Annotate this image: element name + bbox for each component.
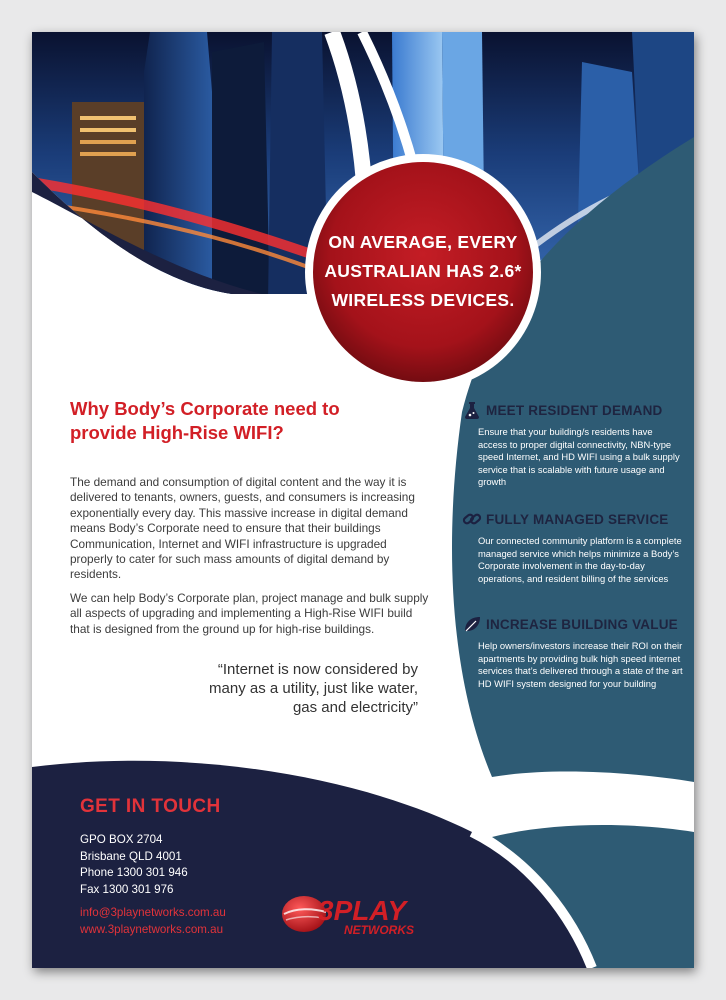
feature-text: Ensure that your building/s residents have access to proper digital connectivity, NBN-type speed Internet, and HD WIFI using a bulk supply service that is scalable with future usage and growth <box>478 426 680 488</box>
body-paragraph-2: We can help Body’s Corporate plan, project manage and bulk supply all aspects of upgrading and implementing a High-Rise WIFI build that is designed from the ground up for high-rise buildings. <box>70 590 429 636</box>
circle-line-2: AUSTRALIAN HAS 2.6* <box>324 261 522 281</box>
feature-text: Our connected community platform is a complete managed service which helps minimize a Body’s Corporate involvement in the day-to-day operations, and resident billing of the services <box>478 535 682 584</box>
website-link[interactable]: www.3playnetworks.com.au <box>80 922 224 936</box>
feature-fully-managed-service <box>462 509 684 585</box>
feature-increase-building-value <box>462 614 684 690</box>
circle-statement <box>319 228 527 315</box>
get-in-touch-title: GET IN TOUCH <box>80 796 221 817</box>
feature-title: INCREASE BUILDING VALUE <box>486 616 678 632</box>
circle-line-3: WIRELESS DEVICES. <box>331 290 515 310</box>
body-copy <box>70 475 430 645</box>
circle-line-1: ON AVERAGE, EVERY <box>328 232 518 252</box>
contact-address <box>80 832 188 898</box>
logo-main-text: 3PLAY <box>318 895 407 926</box>
feature-title-row <box>462 400 684 420</box>
chain-link-icon <box>462 509 482 529</box>
body-paragraph-1: The demand and consumption of digital content and the way it is delivered to tenants, owners, guests, and consumers is increasing exponentially every day. This massive increase in digital demand means Body’s Corporate need to ensure that their buildings Communication, Internet and WIFI infrastructure is upgraded properly to cater for such mass amounts of digital demand by residents. <box>70 475 415 582</box>
main-heading <box>70 397 430 445</box>
company-logo <box>278 890 458 942</box>
address-line: Brisbane QLD 4001 <box>80 849 182 863</box>
feature-title: MEET RESIDENT DEMAND <box>486 402 663 418</box>
feature-meet-resident-demand <box>462 400 684 489</box>
contact-links <box>80 905 226 938</box>
heading-line-1: Why Body’s Corporate need to <box>70 398 340 419</box>
heading-line-2: provide High-Rise WIFI? <box>70 422 284 443</box>
fax-line: Fax 1300 301 976 <box>80 882 174 896</box>
flask-icon <box>462 400 482 420</box>
leaf-icon <box>462 614 482 634</box>
address-line: GPO BOX 2704 <box>80 833 163 846</box>
phone-line: Phone 1300 301 946 <box>80 866 188 880</box>
feature-text: Help owners/investors increase their ROI on their apartments by providing bulk high speed internet services that’s delivered through a state of the art HD WIFI system designed for your building <box>478 640 683 689</box>
pull-quote: “Internet is now considered by many as a utility, just like water, gas and electricity” <box>209 661 418 716</box>
feature-title: FULLY MANAGED SERVICE <box>486 511 669 527</box>
email-link[interactable]: info@3playnetworks.com.au <box>80 906 226 919</box>
feature-title-row <box>462 509 684 529</box>
feature-title-row <box>462 614 684 634</box>
logo-graphic <box>278 890 458 942</box>
logo-sub-text: NETWORKS <box>344 923 414 937</box>
flyer-page <box>32 32 694 968</box>
